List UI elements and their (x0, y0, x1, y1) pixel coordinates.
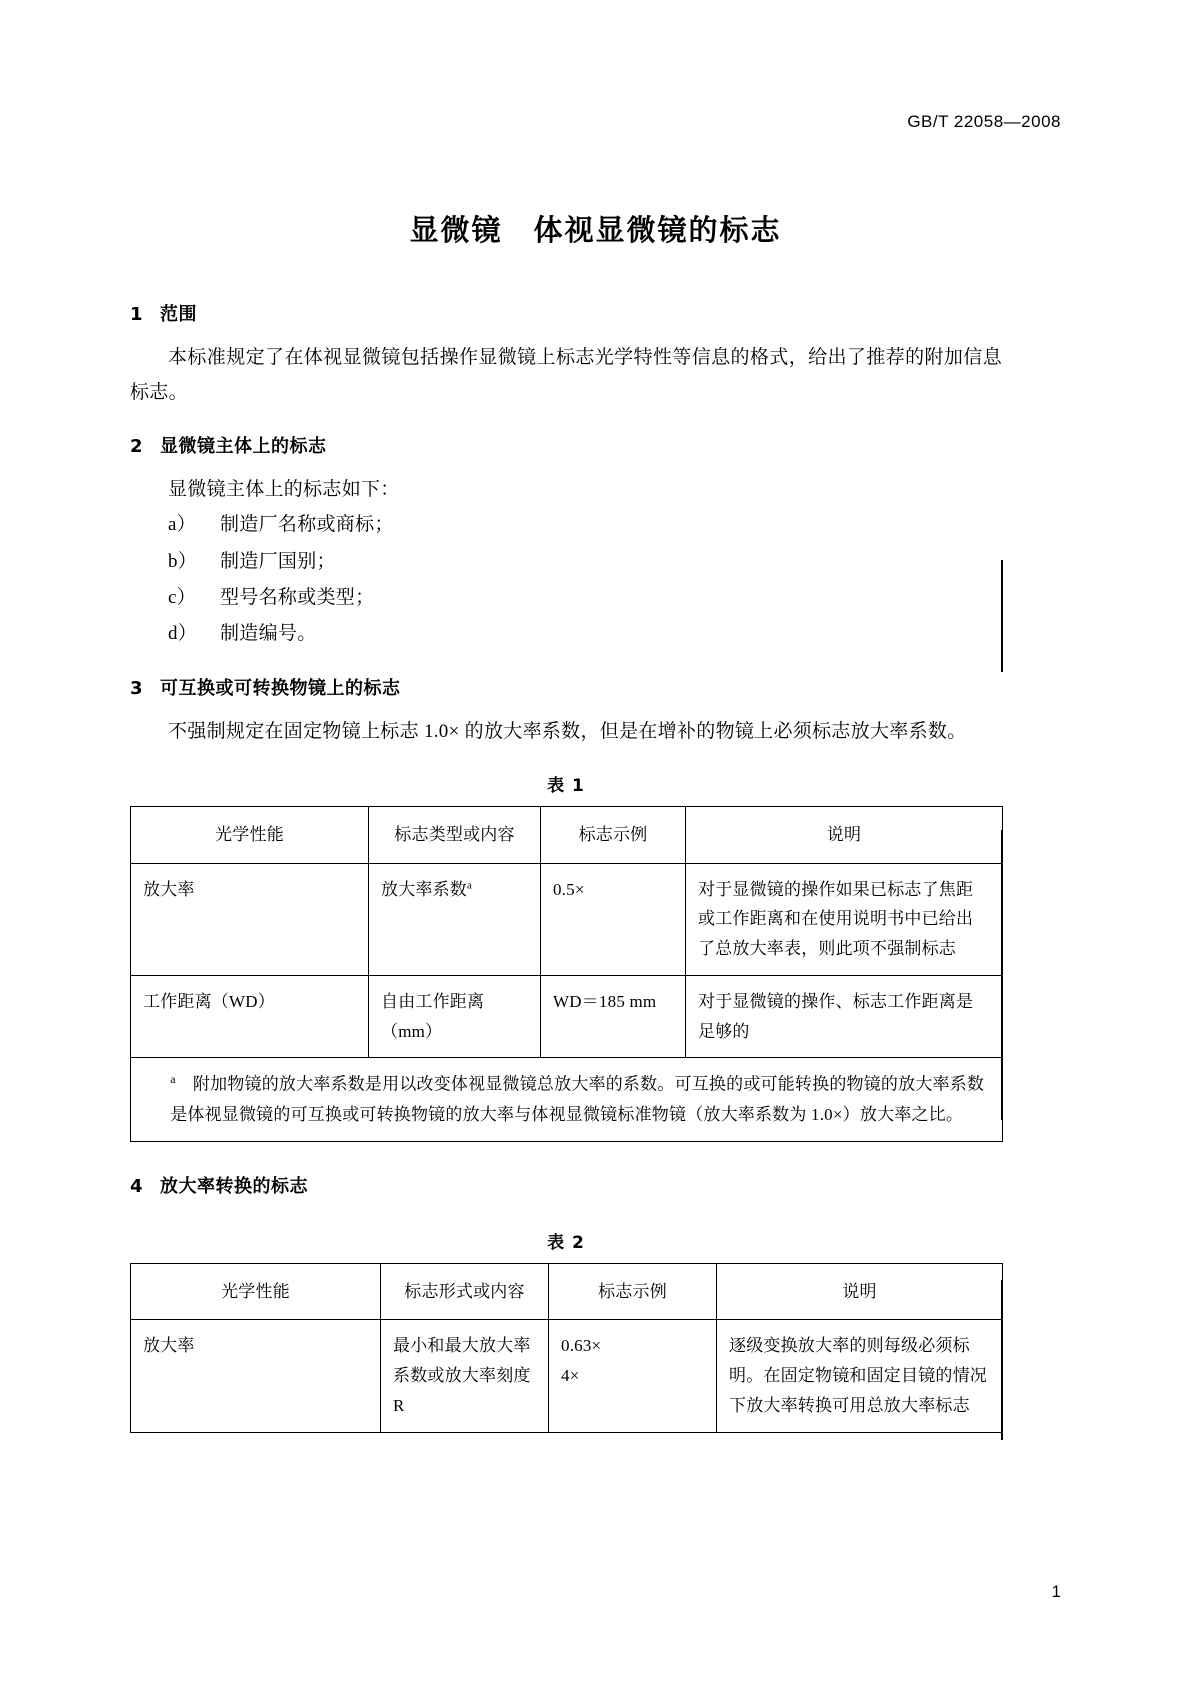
list-item-label: b） (168, 550, 198, 572)
section-heading-3 (130, 674, 1002, 700)
table-1-r0-example: 0.5× (541, 863, 686, 975)
table-1-col-3: 说明 (686, 806, 1003, 863)
table-row (131, 1320, 1003, 1432)
table-2 (130, 1263, 1003, 1433)
list-item (130, 544, 1002, 580)
table-1 (130, 806, 1003, 1142)
list-item (130, 616, 1002, 652)
footnote-text-1: 附加物镜的放大率系数是用以改变体视显微镜总放大率的系数。可互换的或可能转换的物镜的放大率系数 (192, 1075, 985, 1095)
table-1-footnote (131, 1058, 1003, 1141)
section-heading-4 (130, 1172, 1002, 1198)
table-header-row (131, 806, 1003, 863)
table-1-r0-description: 对于显微镜的操作如果已标志了焦距或工作距离和在使用说明书中已给出了总放大率表，则此项不强制标志 (686, 863, 1003, 975)
section-heading-1 (130, 300, 1002, 326)
table-1-r1-example: WD＝185 mm (541, 975, 686, 1058)
section-1-paragraph: 本标准规定了在体视显微镜包括操作显微镜上标志光学特性等信息的格式，给出了推荐的附加信息标志。 (130, 347, 1002, 404)
section-2-paragraph: 显微镜主体上的标志如下： (168, 479, 400, 501)
page-number: 1 (1051, 1582, 1061, 1601)
list-item-text: 制造厂国别； (220, 550, 336, 572)
table-header-row (131, 1263, 1003, 1320)
footnote-mark: a (170, 1072, 176, 1087)
cell-text: 放大率系数 (381, 879, 467, 899)
footnote-mark: a (467, 879, 473, 892)
table-1-col-0: 光学性能 (131, 806, 369, 863)
table-1-r1-performance: 工作距离（WD） (131, 975, 369, 1058)
list-item-text: 型号名称或类型； (220, 586, 375, 608)
table-1-r0-performance: 放大率 (131, 863, 369, 975)
table-2-col-3: 说明 (717, 1263, 1003, 1320)
section-heading-2 (130, 432, 1002, 458)
table-2-col-2: 标志示例 (549, 1263, 717, 1320)
table-2-col-1: 标志形式或内容 (381, 1263, 549, 1320)
section-number-3: 3 (130, 677, 144, 699)
table-2-caption: 表 2 (547, 1232, 585, 1253)
section-number-4: 4 (130, 1175, 144, 1197)
example-line-1: 0.63× (561, 1336, 602, 1356)
margin-rule (1001, 1280, 1003, 1440)
list-item-text: 制造厂名称或商标； (220, 514, 394, 536)
list-item-label: d） (168, 622, 198, 644)
table-1-col-2: 标志示例 (541, 806, 686, 863)
table-2-r0-example (549, 1320, 717, 1432)
table-row (131, 863, 1003, 975)
table-2-r0-performance: 放大率 (131, 1320, 381, 1432)
table-footnote-row (131, 1058, 1003, 1141)
list-item (130, 580, 1002, 616)
table-2-r0-description: 逐级变换放大率的则每级必须标明。在固定物镜和固定目镜的情况下放大率转换可用总放大率标志 (717, 1320, 1003, 1432)
section-title-3: 可互换或可转换物镜上的标志 (160, 677, 401, 699)
list-item-label: a） (168, 514, 197, 536)
footnote-line-1 (143, 1069, 990, 1099)
table-1-r1-description: 对于显微镜的操作、标志工作距离是足够的 (686, 975, 1003, 1058)
section-title-1: 范围 (160, 304, 197, 325)
document-body (130, 300, 1002, 1433)
margin-rule (1001, 560, 1003, 672)
example-line-2: 4× (561, 1366, 580, 1386)
table-1-r0-marking-type (369, 863, 541, 975)
table-1-col-1: 标志类型或内容 (369, 806, 541, 863)
table-row (131, 975, 1003, 1058)
table-1-caption: 表 1 (547, 775, 585, 796)
section-title-4: 放大率转换的标志 (160, 1175, 308, 1197)
section-3-paragraph: 不强制规定在固定物镜上标志 1.0× 的放大率系数，但是在增补的物镜上必须标志放大率系数。 (168, 720, 967, 742)
footnote-line-2: 是体视显微镜的可互换或可转换物镜的放大率与体视显微镜标准物镜（放大率系数为 1.0×）放大率之比。 (170, 1104, 964, 1124)
section-title-2: 显微镜主体上的标志 (160, 436, 327, 458)
table-1-r1-marking-type: 自由工作距离（mm） (369, 975, 541, 1058)
list-item-text: 制造编号。 (220, 622, 317, 644)
list-item-label: c） (168, 586, 197, 608)
table-2-r0-marking-form: 最小和最大放大率系数或放大率刻度 R (381, 1320, 549, 1432)
margin-rule (1001, 830, 1003, 1120)
page-title: 显微镜 体视显微镜的标志 (409, 213, 782, 247)
section-number-2: 2 (130, 436, 144, 458)
list-item (130, 507, 1002, 543)
page-header-standard-code: GB/T 22058—2008 (907, 112, 1061, 131)
section-number-1: 1 (130, 304, 144, 325)
table-2-col-0: 光学性能 (131, 1263, 381, 1320)
